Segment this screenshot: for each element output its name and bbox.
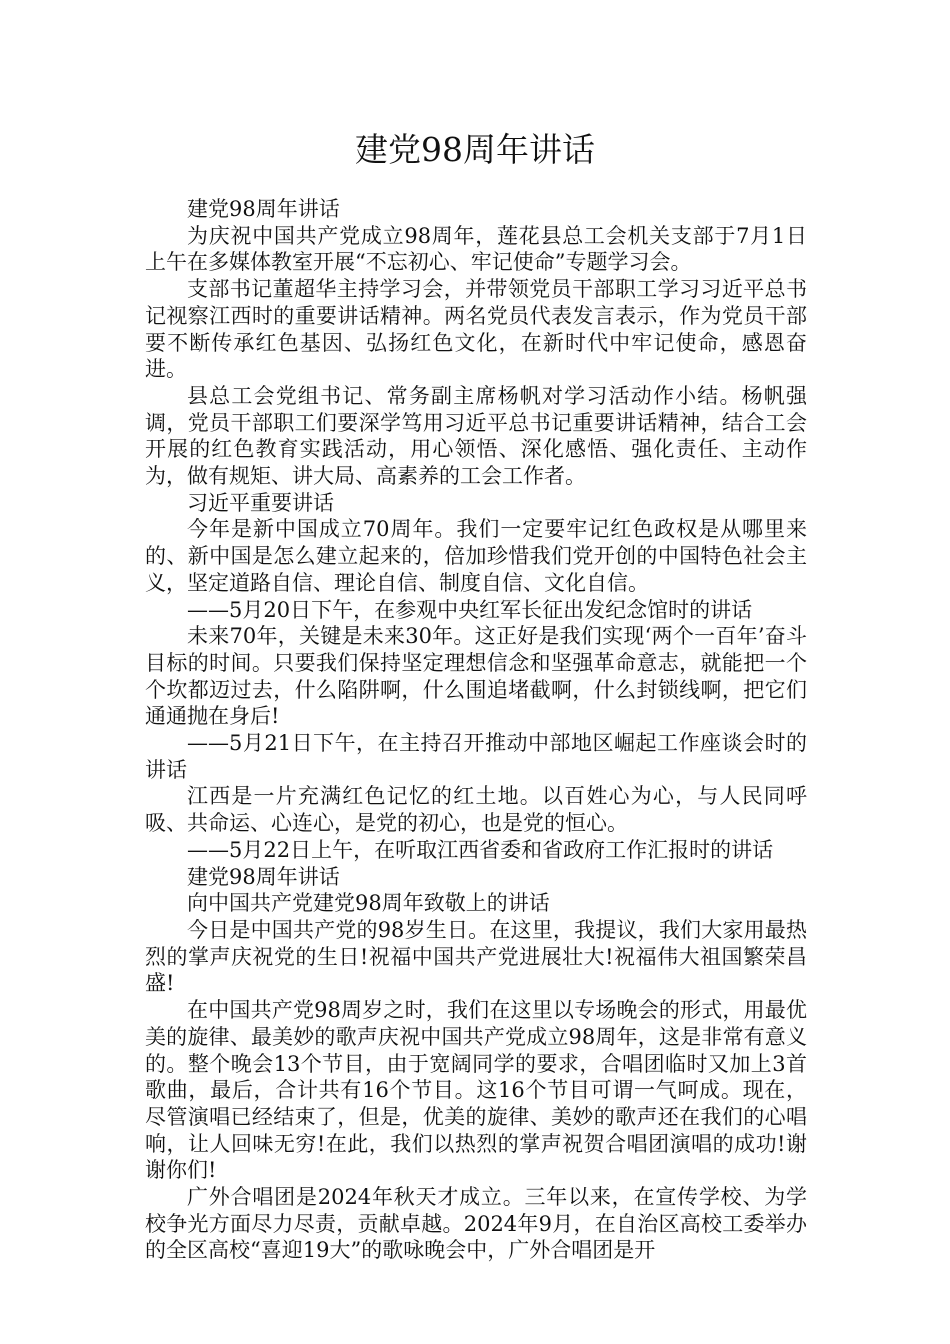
paragraph: 今年是新中国成立70周年。我们一定要牢记红色政权是从哪里来的、新中国是怎么建立起来的，倍加珍惜我们党开创的中国特色社会主义，坚定道路自信、理论自信、制度自信、文化自信。 <box>145 517 807 595</box>
paragraph: 支部书记董超华主持学习会，并带领党员干部职工学习习近平总书记视察江西时的重要讲话精神。两名党员代表发言表示，作为党员干部要不断传承红色基因、弘扬红色文化，在新时代中牢记使命，感恩奋进。 <box>145 277 807 382</box>
paragraph: 建党98周年讲话 <box>187 197 340 221</box>
quote-source: ——5月20日下午，在参观中央红军长征出发纪念馆时的讲话 <box>187 597 753 622</box>
paragraph: 在中国共产党98周岁之时，我们在这里以专场晚会的形式，用最优美的旋律、最美妙的歌声庆祝中国共产党成立98周年，这是非常有意义的。整个晚会13个节目，由于宽阔同学的要求，合唱团临时又加上3首歌曲，最后，合计共有16个节目。这16个节目可谓一气呵成。现在，尽管演唱已经结束了，但是，优美的旋律、美妙的歌声还在我们的心唱响，让人回味无穷!在此，我们以热烈的掌声祝贺合唱团演唱的成功!谢谢你们! <box>145 998 807 1183</box>
paragraph: 未来70年，关键是未来30年。这正好是我们实现‘两个一百年’奋斗目标的时间。只要我们保持坚定理想信念和坚强革命意志，就能把一个个坎都迈过去，什么陷阱啊，什么围追堵截啊，什么封锁线啊，把它们通通抛在身后! <box>145 624 807 729</box>
document-body <box>145 196 807 1264</box>
section-heading: 习近平重要讲话 <box>187 490 334 515</box>
paragraph: 为庆祝中国共产党成立98周年，莲花县总工会机关支部于7月1日上午在多媒体教室开展“不忘初心、牢记使命”专题学习会。 <box>145 223 807 275</box>
paragraph: 今日是中国共产党的98岁生日。在这里，我提议，我们大家用最热烈的掌声庆祝党的生日!祝福中国共产党进展壮大!祝福伟大祖国繁荣昌盛! <box>145 917 807 996</box>
paragraph: 江西是一片充满红色记忆的红土地。以百姓心为心，与人民同呼吸、共命运、心连心，是党的初心，也是党的恒心。 <box>145 784 807 836</box>
quote-source: ——5月22日上午，在听取江西省委和省政府工作汇报时的讲话 <box>187 837 774 862</box>
quote-source: ——5月21日下午，在主持召开推动中部地区崛起工作座谈会时的讲话 <box>145 731 807 782</box>
document-title: 建党98周年讲话 <box>355 130 595 169</box>
paragraph: 广外合唱团是2024年秋天才成立。三年以来，在宣传学校、为学校争光方面尽力尽责，贡献卓越。2024年9月，在自治区高校工委举办的全区高校“喜迎19大”的歌咏晚会中，广外合唱团是开 <box>145 1185 807 1263</box>
section-heading: 向中国共产党建党98周年致敬上的讲话 <box>187 891 550 916</box>
section-heading: 建党98周年讲话 <box>187 864 340 889</box>
paragraph: 县总工会党组书记、常务副主席杨帆对学习活动作小结。杨帆强调，党员干部职工们要深学笃用习近平总书记重要讲话精神，结合工会开展的红色教育实践活动，用心领悟、深化感悟、强化责任、主动作为，做有规矩、讲大局、高素养的工会工作者。 <box>145 383 807 489</box>
